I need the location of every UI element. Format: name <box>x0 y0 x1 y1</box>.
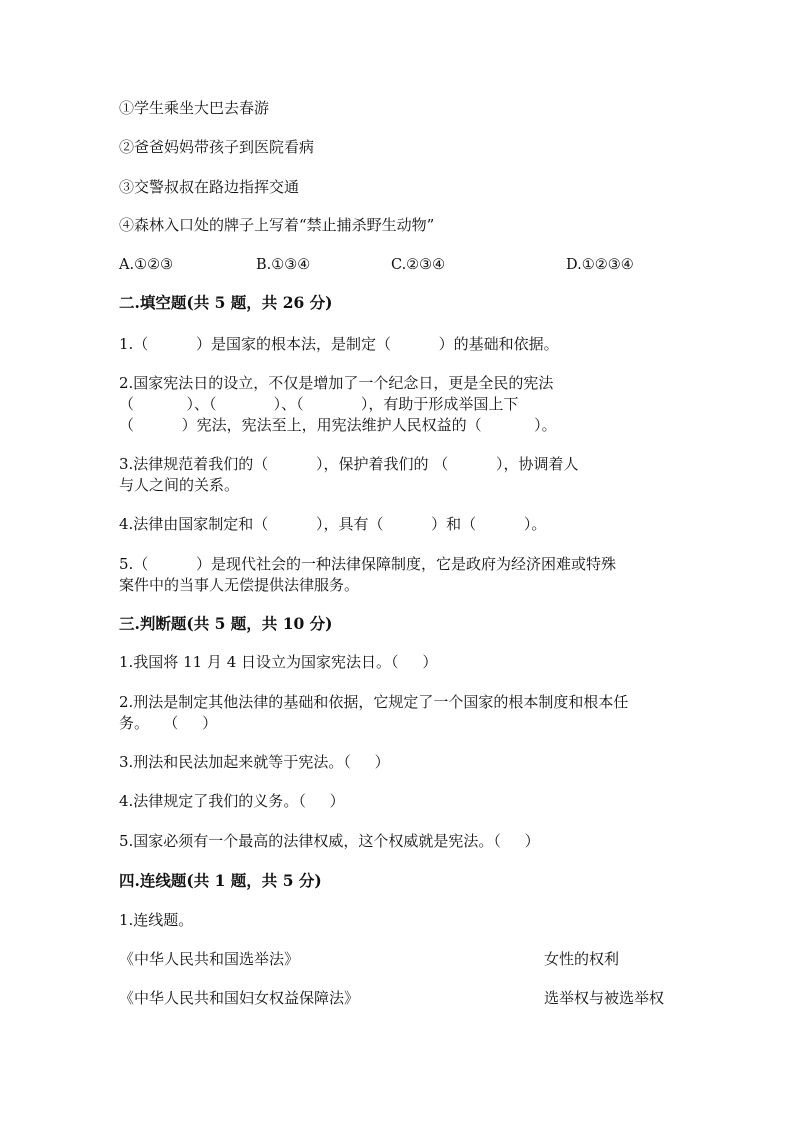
option-d: D.①②③④ <box>566 257 634 273</box>
fill-blank-line: 2.国家宪法日的设立，不仅是增加了一个纪念日，更是全民的宪法 <box>119 374 554 392</box>
question-item-3: ③交警叔叔在路边指挥交通 <box>119 178 300 196</box>
question-item-2: ②爸爸妈妈带孩子到医院看病 <box>119 138 315 156</box>
fill-blank-line: 与人之间的关系。 <box>119 476 240 494</box>
matching-left-item: 《中华人民共和国妇女权益保障法》 <box>119 989 360 1007</box>
fill-blank-line: 4.法律由国家制定和（ ），具有（ ）和（ ）。 <box>119 515 547 533</box>
fill-blank-line: （ ）、（ ）、（ ），有助于形成举国上下 <box>119 395 519 413</box>
true-false-line: 务。 （ ） <box>119 714 218 732</box>
matching-right-item: 女性的权利 <box>544 950 620 968</box>
matching-question: 1.连线题。 <box>119 911 194 929</box>
true-false-line: 4.法律规定了我们的义务。（ ） <box>119 792 345 810</box>
true-false-line: 5.国家必须有一个最高的法律权威，这个权威就是宪法。（ ） <box>119 832 540 850</box>
fill-blank-line: 1.（ ）是国家的根本法，是制定（ ）的基础和依据。 <box>119 335 559 353</box>
question-item-4: ④森林入口处的牌子上写着“禁止捕杀野生动物” <box>119 216 435 234</box>
question-item-1: ①学生乘坐大巴去春游 <box>119 99 270 117</box>
fill-blank-line: 3.法律规范着我们的（ ），保护着我们的 （ ），协调着人 <box>119 455 579 473</box>
option-b: B.①③④ <box>256 257 311 273</box>
fill-blank-line: 案件中的当事人无偿提供法律服务。 <box>119 576 360 594</box>
matching-right-item: 选举权与被选举权 <box>544 989 665 1007</box>
true-false-line: 1.我国将 11 月 4 日设立为国家宪法日。（ ） <box>119 653 438 671</box>
option-c: C.②③④ <box>391 257 446 273</box>
section-heading-true-false: 三.判断题(共 5 题，共 10 分) <box>119 614 333 633</box>
true-false-line: 3.刑法和民法加起来就等于宪法。（ ） <box>119 753 390 771</box>
option-a: A.①②③ <box>119 257 174 273</box>
section-heading-matching: 四.连线题(共 1 题，共 5 分) <box>119 871 322 890</box>
section-heading-fill-blank: 二.填空题(共 5 题，共 26 分) <box>119 293 333 312</box>
fill-blank-line: （ ）宪法，宪法至上，用宪法维护人民权益的（ ）。 <box>119 416 557 434</box>
true-false-line: 2.刑法是制定其他法律的基础和依据，它规定了一个国家的根本制度和根本任 <box>119 693 629 711</box>
fill-blank-line: 5.（ ）是现代社会的一种法律保障制度，它是政府为经济困难或特殊 <box>119 555 616 573</box>
matching-left-item: 《中华人民共和国选举法》 <box>119 950 300 968</box>
